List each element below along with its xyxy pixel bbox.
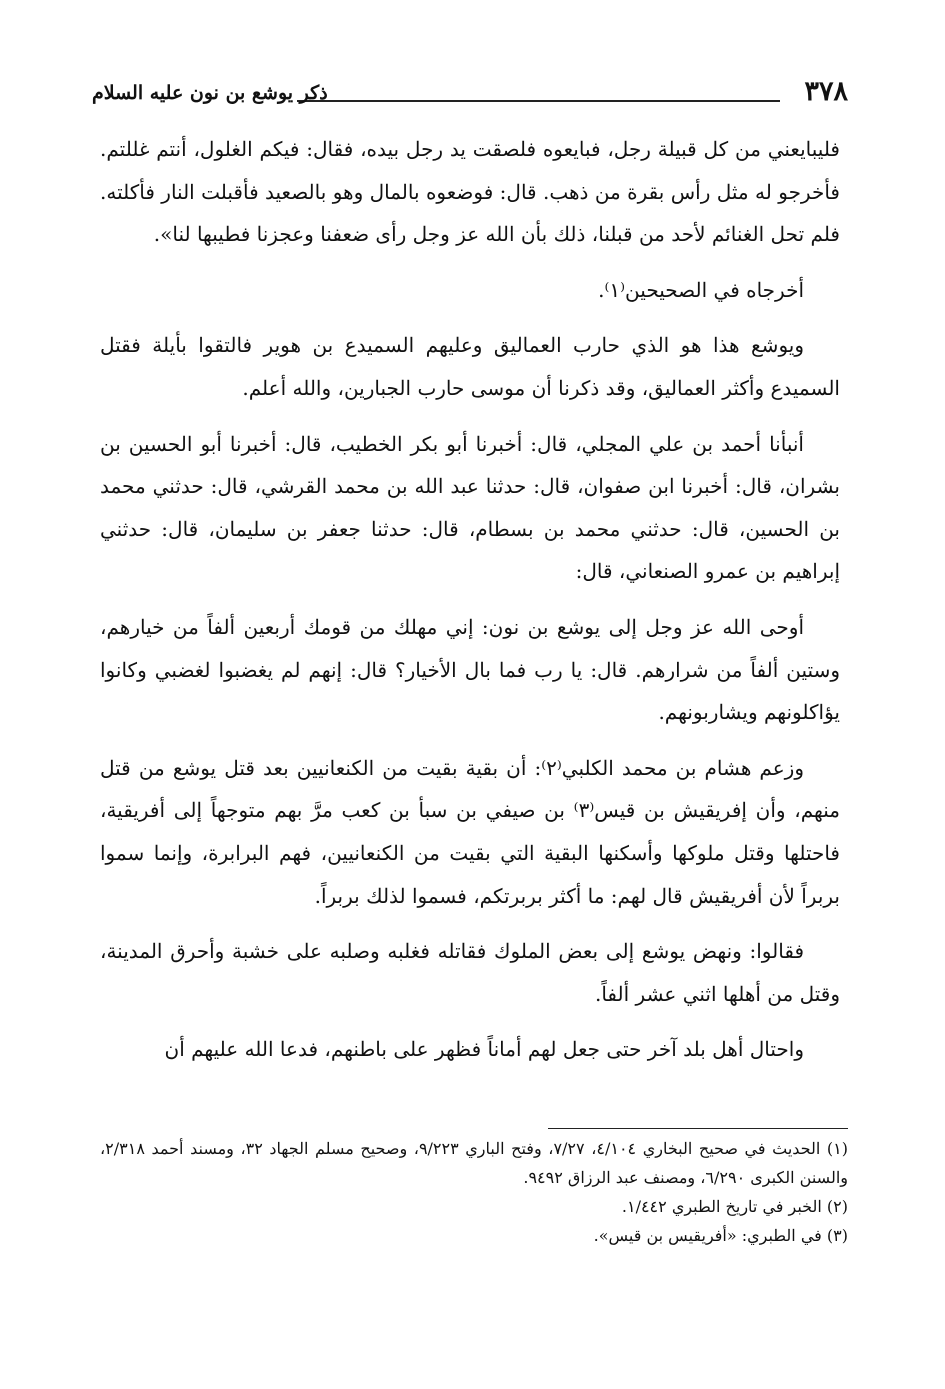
footnotes <box>100 1134 848 1250</box>
paragraph-hadith-end: فليبايعني من كل قبيلة رجل، فبايعوه فلصقت يد رجل بيده، فقال: فيكم الغلول، أنتم غللتم. فأخرجو له مثل رأس بقرة من ذهب. قال: فوضعوه بالمال وهو بالصعيد فأقبلت النار فأكلته. فلم تحل الغنائم لأحد من قبلنا، ذلك بأن الله عز وجل رأى ضعفنا وعجزنا فطيبها لنا». <box>100 137 840 247</box>
paragraph-berbers: وزعم هشام بن محمد الكلبي⁽٢⁾: أن بقية بقيت من الكنعانيين بعد قتل يوشع من قتل منهم، وأن إفريقيش بن قيس⁽٣⁾ بن صيفي بن سبأ بن كعب مرَّ بهم متوجهاً إلى أفريقية، فاحتلها وقتل ملوكها وأسكنها البقية التي بقيت من الكنعانيين، فهم البرابرة، وإنما سموا بربراً لأن أفريقيش قال لهم: ما أكثر بربرتكم، فسموا لذلك بربراً. <box>100 755 840 908</box>
page-header <box>92 76 848 116</box>
paragraph-revelation: أوحى الله عز وجل إلى يوشع بن نون: إني مهلك من قومك أربعين ألفاً من خيارهم، وستين ألفاً من شرارهم. قال: يا رب فما بال الأخيار؟ قال: إنهم لم يغضبوا لغضبي وكانوا يؤاكلونهم ويشاربونهم. <box>100 614 840 725</box>
page-number: ٣٧٨ <box>804 76 848 107</box>
paragraph-continued: واحتال أهل بلد آخر حتى جعل لهم أماناً فظهر على باطنهم، فدعا الله عليهم أن <box>164 1037 804 1062</box>
footnote-2: (٢) الخبر في تاريخ الطبري ١/٤٤٢. <box>621 1197 848 1216</box>
footnote-1: (١) الحديث في صحيح البخاري ٤/١٠٤، ٧/٢٧، وفتح الباري ٩/٢٢٣، وصحيح مسلم الجهاد ٣٢، ومسند أحمد ٢/٣١٨، والسنن الكبرى ٦/٢٩٠، ومصنف عبد الرزاق ٩٤٩٢. <box>100 1139 848 1187</box>
main-text <box>100 128 840 1084</box>
footnote-separator <box>548 1128 848 1129</box>
paragraph-amalekites: ويوشع هذا هو الذي حارب العماليق وعليهم السميدع بن هوير فالتقوا بأيلة فقتل السميدع وأكثر العماليق، وقد ذكرنا أن موسى حارب الجبارين، والله أعلم. <box>100 333 840 400</box>
running-title: ذكر يوشع بن نون عليه السلام <box>92 82 328 104</box>
footnote-3: (٣) في الطبري: «أفريقيس بن قيس». <box>593 1226 848 1245</box>
paragraph-isnad: أنبأنا أحمد بن علي المجلي، قال: أخبرنا أبو بكر الخطيب، قال: أخبرنا أبو الحسين بن بشران، قال: أخبرنا ابن صفوان، قال: حدثنا عبد الله بن محمد القرشي، قال: حدثني محمد بن الحسين، قال: حدثني محمد بن بسطام، قال: حدثنا جعفر بن سليمان، قال: حدثني إبراهيم بن عمرو الصنعاني، قال: <box>100 431 840 584</box>
paragraph-battle: فقالوا: ونهض يوشع إلى بعض الملوك فقاتله فغلبه وصلبه على خشبة وأحرق المدينة، وقتل من أهلها اثني عشر ألفاً. <box>100 939 840 1006</box>
header-rule <box>297 100 780 102</box>
paragraph-takhrij: أخرجاه في الصحيحين⁽١⁾. <box>598 277 804 302</box>
